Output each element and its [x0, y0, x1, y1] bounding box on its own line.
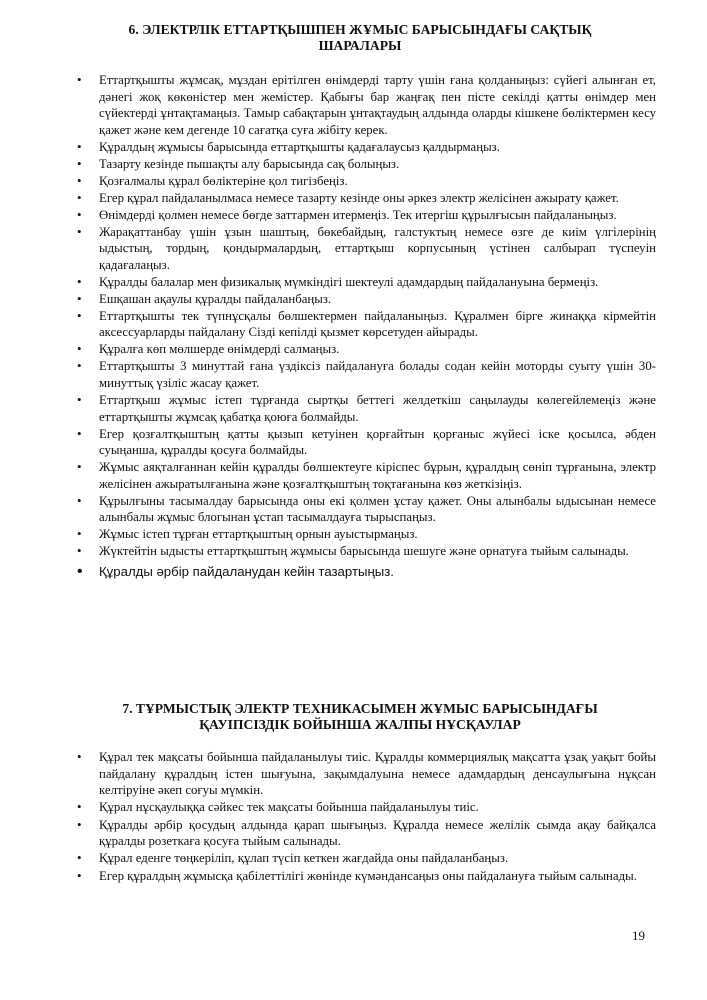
list-item: • Құралды әрбір қосудың алдында қарап шығыңыз. Құралда немесе желілік сымда ақау байқалса құралды розеткаға қосуға тыйым салынады. — [99, 817, 656, 850]
list-item: • Егер құралдың жұмысқа қабілеттілігі жөнінде күмәндансаңыз оны пайдалануға тыйым салынады. — [99, 868, 656, 885]
list-item: • Өнімдерді қолмен немесе бөгде заттармен итермеңіз. Тек итергіш құрылғысын пайдаланыңыз. — [99, 207, 656, 224]
list-item: • Құралды балалар мен физикалық мүмкіндігі шектеулі адамдардың пайдалануына бермеңіз. — [99, 274, 656, 291]
section-6-title-line-2: ШАРАЛАРЫ — [318, 38, 402, 53]
list-item: • Құралға көп мөлшерде өнімдерді салмаңыз. — [99, 341, 656, 358]
list-item: • Жүктейтін ыдысты еттартқыштың жұмысы барысында шешуге және орнатуға тыйым салынады. — [99, 543, 656, 560]
list-item: • Жарақаттанбау үшін ұзын шаштың, бөкебайдың, галстуктың немесе өзге де киім үлгілерінің ыдыстың, тордың, қондырмалардың, еттартқыш корпусының үстінен салбырап түспеуін қадағалаңыз. — [99, 224, 656, 274]
list-item: • Жұмыс аяқталғаннан кейін құралды бөлшектеуге кіріспес бұрын, құралдың сөніп тұрғанына, электр желісінен ажыратылғанына және қозғалтқыштың тоқтағанына көз жеткізіңіз. — [99, 459, 656, 492]
section-7-title-line-1: 7. ТҰРМЫСТЫҚ ЭЛЕКТР ТЕХНИКАСЫМЕН ЖҰМЫС БАРЫСЫНДАҒЫ — [122, 701, 598, 716]
list-item: • Егер құрал пайдаланылмаса немесе тазарту кезінде оны әркез электр желісінен ажырату қажет. — [99, 190, 656, 207]
list-item: • Ешқашан ақаулы құралды пайдаланбаңыз. — [99, 291, 656, 308]
list-item: • Құрал тек мақсаты бойынша пайдаланылуы тиіс. Құралды коммерциялық мақсатта ұзақ уақыт бойы пайдалану құралдың істен шығуына, зақымдалуына немесе адамдардың денсаулығына нұқсан келтіруіне әкеп соғуы мүмкін. — [99, 749, 656, 799]
list-item: • Еттартқышты тек түпнұсқалы бөлшектермен пайдаланыңыз. Құралмен бірге жинаққа кірмейтін аксессуарларды пайдалану Сізді кепілді қызмет көрсетуден айырады. — [99, 308, 656, 341]
list-item: • Қозғалмалы құрал бөліктеріне қол тигізбеңіз. — [99, 173, 656, 190]
list-item: • Құралды әрбір пайдаланудан кейін тазартыңыз. — [99, 562, 656, 582]
section-7-heading — [60, 701, 660, 733]
list-item: • Жұмыс істеп тұрған еттартқыштың орнын ауыстырмаңыз. — [99, 526, 656, 543]
section-7-list — [0, 749, 707, 885]
list-item: • Егер қозғалтқыштың қатты қызып кетуінен қорғайтын қорғаныс жүйесі іске қосылса, әбден суыңанша, құралды қосуға болмайды. — [99, 426, 656, 459]
list-item: • Еттартқышты 3 минуттай ғана үздіксіз пайдалануға болады содан кейін моторды суыту үшін 30-минуттық үзіліс жасау қажет. — [99, 358, 656, 391]
list-item: • Құрылғыны тасымалдау барысында оны екі қолмен ұстау қажет. Оны алынбалы ыдысынан немесе алынбалы жұмыс блогынан ұстап тасымалдауға тырыспаңыз. — [99, 493, 656, 526]
list-item: • Құралдың жұмысы барысында еттартқышты қадағалаусыз қалдырмаңыз. — [99, 139, 656, 156]
list-item: • Еттартқышты жұмсақ, мұздан ерітілген өнімдерді тарту үшін ғана қолданыңыз: сүйегі алынған ет, дәнегі жоқ көкөністер мен жемістер. Қабығы бар жаңғақ пен пісте секілді қатты өнімдер мен сүйектерді ұнтақтамаңыз. Тамыр сабақтарын ұнтақтаудың алдында оларды кішкене бөліктермен кесу қажет және кем дегенде 10 сағатқа суға жібіту керек. — [99, 72, 656, 138]
list-item: • Тазарту кезінде пышақты алу барысында сақ болыңыз. — [99, 156, 656, 173]
section-7-title-line-2: ҚАУІПСІЗДІК БОЙЫНША ЖАЛПЫ НҰСҚАУЛАР — [199, 717, 521, 732]
section-6-heading — [60, 22, 660, 54]
list-item: • Құрал нұсқаулыққа сәйкес тек мақсаты бойынша пайдаланылуы тиіс. — [99, 799, 656, 816]
list-item: • Еттартқыш жұмыс істеп тұрғанда сыртқы беттегі желдеткіш саңылауды көлегейлемеңіз және еттартқышты жұмсақ қабатқа қоюға болмайды. — [99, 392, 656, 425]
page-number: 19 — [632, 928, 645, 943]
section-6-list — [0, 72, 707, 582]
section-6-title-line-1: 6. ЭЛЕКТРЛІК ЕТТАРТҚЫШПЕН ЖҰМЫС БАРЫСЫНДАҒЫ САҚТЫҚ — [128, 22, 592, 37]
list-item: • Құрал еденге төңкеріліп, құлап түсіп кеткен жағдайда оны пайдаланбаңыз. — [99, 850, 656, 867]
